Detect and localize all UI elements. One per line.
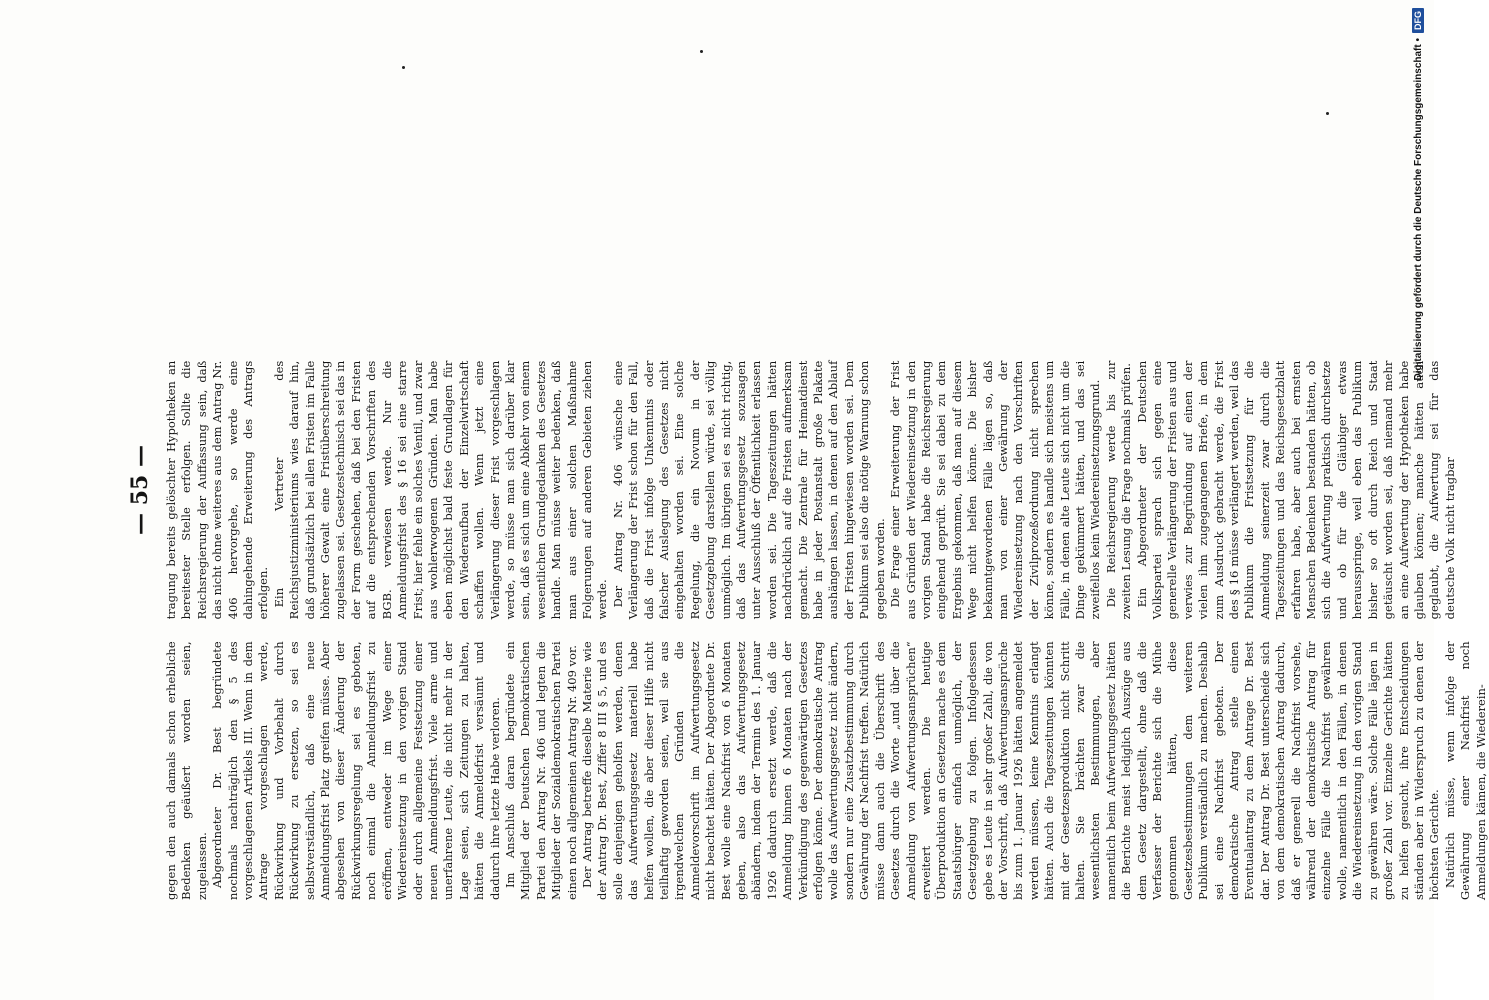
digitization-credit — [1408, 8, 1428, 388]
digitization-credit-text: Digitalisierung gefördert durch die Deutsche Forschungsgemeinschaft • — [1412, 38, 1424, 381]
digitization-credit-line — [1408, 8, 1428, 388]
paragraph: gegen den auch damals schon erhebliche Bedenken geäußert worden seien, zugelassen. — [164, 641, 209, 900]
paragraph: Ein Abgeordneter der Deutschen Volkspartei sprach sich gegen eine generelle Verlängerung der Fristen aus und verwies zur Begründung auf einen der vielen ihm zugegangenen Briefe, in dem zum Ausdruck gebracht werde, die Frist des § 16 müsse verlängert werden, weil das Publikum die Fristsetzung für die Anmeldung seinerzeit zwar durch die Tageszeitungen und das Reichsgesetzblatt erfahren habe, aber auch bei ernsten Menschen Bedenken bestanden hätten, ob sich die Aufwertung praktisch durchsetze und ob für die Gläubiger etwas herausspringe, weil eben das Publikum bisher so oft durch Reich und Staat getäuscht worden sei, daß niemand mehr an eine Aufwertung der Hypotheken habe glauben können; manche hätten auch geglaubt, die Aufwertung sei für das deutsche Volk nicht tragbar — [1134, 360, 1457, 620]
scan-speck — [1326, 112, 1329, 115]
text-column-middle — [164, 361, 1489, 620]
paragraph: Natürlich müsse, wenn infolge der Gewährung einer Nachfrist noch Anmeldungen kämen, die Wiederein- — [1442, 641, 1488, 900]
scan-speck — [700, 50, 703, 53]
text-column-right — [164, 80, 1489, 339]
paragraph: Der Antrag Nr. 406 wünsche eine Verlängerung der Frist schon für den Fall, daß die Frist infolge Unkenntnis oder falscher Auslegung des Gesetzes nicht eingehalten worden sei. Eine solche Regelung, die ein Novum in der Gesetzgebung darstellen würde, sei völlig unmöglich. Im übrigen sei es nicht richtig, daß das Aufwertungsgesetz sozusagen unter Ausschluß der Öffentlichkeit erlassen worden sei. Die Tageszeitungen hätten nachdrücklich auf die Fristen aufmerksam gemacht. Die Zentrale für Heimatdienst habe in jeder Postanstalt große Plakate aushängen lassen, in denen auf den Ablauf der Fristen hingewiesen worden sei. Dem Publikum sei also die nötige Warnung schon gegeben worden. — [610, 360, 887, 620]
paragraph: Im Anschluß daran begründete ein Mitglied der Deutschen Demokratischen Partei den Antrag Nr. 406 und legten die Mitglieder der Sozialdemokratischen Partei einen noch allgemeinen Antrag Nr. 409 vor. — [502, 641, 579, 900]
paragraph: Die Frage einer Erweiterung der Frist aus Gründen der Wiedereinsetzung in den vorigen Stand habe die Reichsregierung eingehend geprüft. Sie sei dabei zu dem Ergebnis gekommen, daß man auf diesem Wege nicht helfen könne. Die bisher bekanntgewordenen Fälle lägen so, daß man von einer Gewährung der Wiedereinsetzung nach den Vorschriften der Zivilprozeßordnung nicht sprechen könne, sondern es handle sich meistens um Fälle, in denen alte Leute sich nicht um die Dinge gekümmert hätten, und das sei zweifellos kein Wiedereinsetzungsgrund. — [888, 360, 1103, 620]
scan-speck — [402, 66, 405, 69]
paragraph: Ein Vertreter des Reichsjustizministeriums wies darauf hin, daß grundsätzlich bei allen Fristen im Falle höherer Gewalt eine Fristüberschreitung zugelassen sei. Gesetzestechnisch sei das in der Form geschehen, daß bei den Fristen auf die entsprechenden Vorschriften des BGB. verwiesen werde. Nur die Anmeldungsfrist des § 16 sei eine starre Frist; hier fehle ein solches Ventil, und zwar aus wohlerwogenen Gründen. Man habe eben möglichst bald feste Grundlagen für den Wiederaufbau der Einzelwirtschaft schaffen wollen. Wenn jetzt eine Verlängerung dieser Frist vorgeschlagen werde, so müsse man sich darüber klar sein, daß es sich um eine Abkehr von einem wesentlichen Grundgedanken des Gesetzes handle. Man müsse weiter bedenken, daß man aus einer solchen Maßnahme Folgerungen auf anderen Gebieten ziehen werde. — [271, 360, 610, 620]
text-column-left — [164, 641, 1489, 900]
dfg-logo: DFG — [1412, 8, 1424, 33]
paragraph: tragung bereits gelöschter Hypotheken an bereitester Stelle erfolgen. Sollte die Reichsregierung der Auffassung sein, daß das nicht ohne weiteres aus dem Antrag Nr. 406 hervorgehe, so werde eine dahingehende Erweiterung des Antrags erfolgen. — [164, 360, 271, 620]
paragraph: Abgeordneter Dr. Best begründete nochmals nachträglich den § 5 des vorgeschlagenen Artikels III. Wenn in dem Antrage vorgeschlagen werde, Rückwirkung und Vorbehalt durch Rückwirkung zu ersetzen, so sei es selbstverständlich, daß eine neue Anmeldungsfrist Platz greifen müsse. Aber abgesehen von dieser Änderung der Rückwirkungsregelung sei es geboten, noch einmal die Anmeldungsfrist zu eröffnen, entweder im Wege einer Wiedereinsetzung in den vorigen Stand oder durch allgemeine Festsetzung einer neuen Anmeldungsfrist. Viele arme und unerfahrene Leute, die nicht mehr in der Lage seien, sich Zeitungen zu halten, hätten die Anmeldefrist versäumt und dadurch ihre letzte Habe verloren. — [210, 641, 502, 900]
paragraph: Die Reichsregierung werde bis zur zweiten Lesung die Frage nochmals prüfen. — [1103, 360, 1134, 620]
paragraph: Der Antrag betreffe dieselbe Materie wie der Antrag Dr. Best, Ziffer 8 III § 5, und es solle denjenigen geholfen werden, denen das Aufwertungsgesetz materiell habe helfen wollen, die aber dieser Hilfe nicht teilhaftig geworden seien, weil sie aus irgendwelchen Gründen die Anmeldevorschrift im Aufwertungsgesetz nicht beachtet hätten. Der Abgeordnete Dr. Best wolle eine Nachfrist von 6 Monaten geben, also das Aufwertungsgesetz abändern, indem der Termin des 1. Januar 1926 dadurch ersetzt werde, daß die Anmeldung binnen 6 Monaten nach der Verkündigung des gegenwärtigen Gesetzes erfolgen könne. Der demokratische Antrag wolle das Aufwertungsgesetz nicht ändern, sondern nur eine Zusatzbestimmung durch Gewährung der Nachfrist treffen. Natürlich müsse dann auch die Überschrift des Gesetzes durch die Worte „und über die Anmeldung von Aufwertungsansprüchen“ erweitert werden. Die heutige Überproduktion an Gesetzen mache es dem Staatsbürger einfach unmöglich, der Gesetzgebung zu folgen. Infolgedessen gebe es Leute in sehr großer Zahl, die von der Vorschrift, daß Aufwertungsansprüche bis zum 1. Januar 1926 hätten angemeldet werden müssen, keine Kenntnis erlangt hätten. Auch die Tageszeitungen könnten mit der Gesetzesproduktion nicht Schritt halten. Sie brächten zwar die wesentlichsten Bestimmungen, aber namentlich beim Aufwertungsgesetz hätten die Berichte meist lediglich Auszüge aus dem Gesetz dargestellt, ohne daß die Verfasser der Berichte sich die Mühe genommen hätten, diese Gesetzesbestimmungen dem weiteren Publikum verständlich zu machen. Deshalb sei eine Nachfrist geboten. Der demokratische Antrag stelle einen Eventualantrag zu dem Antrage Dr. Best dar. Der Antrag Dr. Best unterscheide sich von dem demokratischen Antrag dadurch, daß er generell die Nachfrist vorsehe, während der demokratische Antrag für einzelne Fälle die Nachfrist gewähren wolle, namentlich in den Fällen, in denen die Wiedereinsetzung in den vorigen Stand zu gewähren wäre. Solche Fälle lägen in großer Zahl vor. Einzelne Gerichte hätten zu helfen gesucht, ihre Entscheidungen ständen aber in Widerspruch zu denen der höchsten Gerichte. — [579, 641, 1442, 900]
page-number: — 55 — — [127, 445, 153, 535]
